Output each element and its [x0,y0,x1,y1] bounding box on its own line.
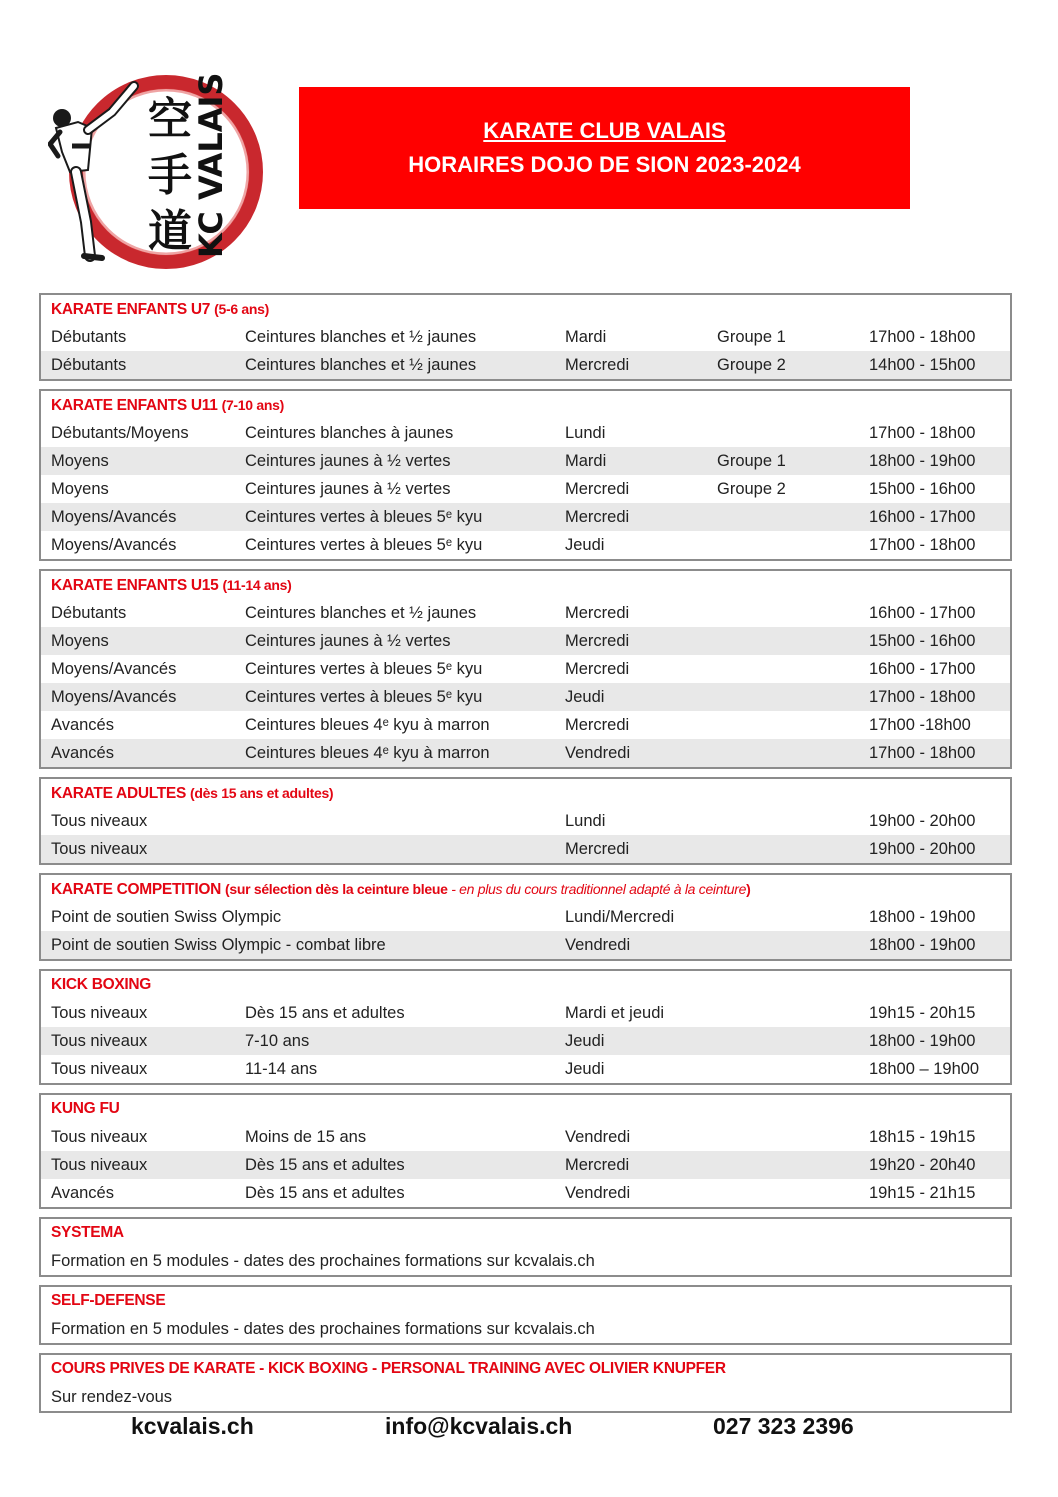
table-cell: Moyens [51,452,109,470]
club-name: KARATE CLUB VALAIS [483,118,726,143]
table-cell: Tous niveaux [51,1032,148,1050]
logo-kanji-3: 道 [148,206,192,257]
table-cell: Lundi [565,812,606,830]
table-cell: Tous niveaux [51,1156,148,1174]
table-cell: Ceintures bleues 4ᵉ kyu à marron [245,744,490,762]
section-title [41,391,1010,419]
section-title-part: ) [746,881,751,897]
section-karate-u7 [39,293,1012,381]
table-cell: Mardi [565,452,607,470]
title-banner [299,87,910,209]
table-cell: 18h15 - 19h15 [869,1128,976,1146]
logo-graphic [48,72,278,272]
table-cell: 16h00 - 17h00 [869,508,976,526]
table-cell: 16h00 - 17h00 [869,660,976,678]
table-cell: Dès 15 ans et adultes [245,1004,405,1022]
phone-number: 027 323 2396 [713,1413,854,1439]
table-row [41,1123,1010,1151]
section-karate-u15 [39,569,1012,769]
table-row [41,351,1010,379]
section-karate-u11 [39,389,1012,561]
table-cell [717,903,869,931]
table-cell: 17h00 -18h00 [869,716,971,734]
table-row [41,475,1010,503]
section-title-part: (dès 15 ans et adultes) [190,785,334,801]
section-title [41,571,1010,599]
table-cell: Groupe 1 [717,328,786,346]
table-cell: Moins de 15 ans [245,1128,367,1146]
table-cell: Groupe 2 [717,356,786,374]
section-title-part: KARATE ENFANTS U11 [51,397,218,414]
table-cell: 14h00 - 15h00 [869,356,976,374]
table-cell [245,835,565,863]
table-cell: Débutants [51,356,127,374]
footer-contacts [0,1413,1058,1449]
table-cell: Vendredi [565,1128,631,1146]
schedule-title: HORAIRES DOJO DE SION 2023-2024 [408,152,801,177]
table-cell [717,655,869,683]
table-cell: Mardi [565,328,607,346]
table-cell: Mercredi [565,356,630,374]
table-cell [717,999,869,1027]
table-cell: Formation en 5 modules - dates des prochaines formations sur kcvalais.ch [51,1320,595,1338]
table-cell: Tous niveaux [51,1004,148,1022]
table-cell: Tous niveaux [51,840,148,858]
section-title-part: (11-14 ans) [222,577,292,593]
table-cell: 11-14 ans [245,1060,318,1078]
table-cell: Moyens [51,632,109,650]
table-cell [717,739,869,767]
table-row [41,1383,1010,1411]
section-kick-boxing [39,969,1012,1085]
table-cell [717,807,869,835]
table-cell: 19h15 - 21h15 [869,1184,976,1202]
table-cell: Mercredi [565,840,630,858]
section-title: KUNG FU [51,1100,120,1117]
table-cell: Vendredi [565,744,631,762]
table-cell: Jeudi [565,1060,605,1078]
table-cell [717,931,869,959]
section-title: SELF-DEFENSE [51,1292,166,1309]
table-row [41,931,1010,959]
table-cell: Jeudi [565,1032,605,1050]
table-cell: Mercredi [565,480,630,498]
table-cell: Moyens/Avancés [51,660,177,678]
table-cell: Ceintures jaunes à ½ vertes [245,480,451,498]
table-cell: 18h00 - 19h00 [869,936,976,954]
section-title: KICK BOXING [51,976,152,993]
section-title-part: KARATE COMPETITION [51,881,221,898]
table-cell: Ceintures vertes à bleues 5ᵉ kyu [245,688,483,706]
table-cell: Dès 15 ans et adultes [245,1184,405,1202]
section-title [41,779,1010,807]
table-cell: 7-10 ans [245,1032,310,1050]
table-cell [717,419,869,447]
section-title: COURS PRIVES DE KARATE - KICK BOXING - PERSONAL TRAINING AVEC OLIVIER KNUPFER [51,1360,726,1377]
table-cell: Point de soutien Swiss Olympic - combat libre [51,936,386,954]
table-cell: Mercredi [565,660,630,678]
table-cell: Lundi/Mercredi [565,908,675,926]
section-title: SYSTEMA [51,1224,124,1241]
table-cell: Ceintures jaunes à ½ vertes [245,632,451,650]
table-cell: Point de soutien Swiss Olympic [51,908,282,926]
table-cell: 19h00 - 20h00 [869,812,976,830]
table-cell [717,711,869,739]
table-cell: Mercredi [565,604,630,622]
table-cell: 18h00 - 19h00 [869,452,976,470]
table-cell [717,503,869,531]
table-cell: Tous niveaux [51,1060,148,1078]
table-cell: Ceintures blanches et ½ jaunes [245,328,477,346]
table-cell: 15h00 - 16h00 [869,632,976,650]
table-cell: 19h15 - 20h15 [869,1004,976,1022]
table-row [41,419,1010,447]
table-row [41,1055,1010,1083]
table-cell: Mercredi [565,1156,630,1174]
table-row [41,999,1010,1027]
table-cell: Moyens [51,480,109,498]
table-cell: Ceintures blanches et ½ jaunes [245,356,477,374]
table-cell: Ceintures vertes à bleues 5ᵉ kyu [245,508,483,526]
table-row [41,655,1010,683]
table-cell: Ceintures blanches et ½ jaunes [245,604,477,622]
table-cell: Ceintures vertes à bleues 5ᵉ kyu [245,536,483,554]
table-cell: Mercredi [565,716,630,734]
table-row [41,739,1010,767]
table-cell: Mardi et jeudi [565,1004,665,1022]
section-title [41,875,1010,903]
table-row [41,503,1010,531]
section-kung-fu [39,1093,1012,1209]
table-cell: 17h00 - 18h00 [869,536,976,554]
table-cell [717,599,869,627]
table-cell: Tous niveaux [51,812,148,830]
logo-kanji-2: 手 [148,150,192,201]
table-row [41,1179,1010,1207]
table-cell [717,1179,869,1207]
table-row [41,599,1010,627]
table-row [41,447,1010,475]
table-cell: Vendredi [565,1184,631,1202]
table-cell: Ceintures vertes à bleues 5ᵉ kyu [245,660,483,678]
section-karate-adultes [39,777,1012,865]
table-row [41,835,1010,863]
table-cell: Vendredi [565,936,631,954]
table-cell: 18h00 - 19h00 [869,908,976,926]
table-cell: Mercredi [565,632,630,650]
table-cell: 16h00 - 17h00 [869,604,976,622]
section-title-part: (5-6 ans) [214,301,269,317]
table-cell: 17h00 - 18h00 [869,328,976,346]
table-row [41,323,1010,351]
table-cell: 17h00 - 18h00 [869,744,976,762]
table-row [41,903,1010,931]
section-title-part: KARATE ENFANTS U7 [51,301,211,318]
table-cell: Débutants/Moyens [51,424,189,442]
table-cell: Avancés [51,744,114,762]
table-cell: Débutants [51,328,127,346]
table-cell: Avancés [51,716,114,734]
table-row [41,1027,1010,1055]
section-title-part: (sur sélection dès la ceinture bleue [225,881,448,897]
section-self-defense [39,1285,1012,1345]
table-cell: 18h00 - 19h00 [869,1032,976,1050]
table-cell: Groupe 2 [717,480,786,498]
table-cell: Débutants [51,604,127,622]
table-cell: Ceintures jaunes à ½ vertes [245,452,451,470]
table-cell: Groupe 1 [717,452,786,470]
table-row [41,1151,1010,1179]
table-cell: 17h00 - 18h00 [869,688,976,706]
section-title [41,295,1010,323]
table-cell: Moyens/Avancés [51,688,177,706]
table-cell: Ceintures blanches à jaunes [245,424,454,442]
table-row [41,683,1010,711]
table-cell [245,807,565,835]
table-cell: 15h00 - 16h00 [869,480,976,498]
section-karate-competition [39,873,1012,961]
section-systema [39,1217,1012,1277]
table-cell: Moyens/Avancés [51,508,177,526]
section-cours-prives [39,1353,1012,1413]
table-cell [717,1123,869,1151]
table-cell [717,1027,869,1055]
website-link[interactable]: kcvalais.ch [131,1413,254,1439]
table-cell [717,531,869,559]
club-logo [48,72,278,272]
table-row [41,627,1010,655]
section-title-part: (7-10 ans) [221,397,284,413]
table-cell [717,1151,869,1179]
logo-kanji-1: 空 [148,94,192,145]
table-cell: Jeudi [565,536,605,554]
schedule-sections [39,293,1012,1421]
table-cell: 18h00 – 19h00 [869,1060,980,1078]
table-cell [717,627,869,655]
table-cell: Dès 15 ans et adultes [245,1156,405,1174]
email-link[interactable]: info@kcvalais.ch [385,1413,573,1439]
table-cell: Moyens/Avancés [51,536,177,554]
table-cell: Tous niveaux [51,1128,148,1146]
table-cell: Mercredi [565,508,630,526]
table-row [41,1315,1010,1343]
table-cell [717,683,869,711]
logo-text: KC VALAIS [192,72,230,258]
section-title-part: KARATE ENFANTS U15 [51,577,219,594]
section-title-part: - en plus du cours traditionnel adapté à la ceinture [447,881,747,897]
table-row [41,711,1010,739]
table-cell [717,835,869,863]
table-cell [717,1055,869,1083]
table-row [41,1247,1010,1275]
table-cell: 19h00 - 20h00 [869,840,976,858]
table-cell: Lundi [565,424,606,442]
table-row [41,807,1010,835]
table-cell: 19h20 - 20h40 [869,1156,976,1174]
table-cell: Avancés [51,1184,114,1202]
table-cell: Jeudi [565,688,605,706]
table-cell: 17h00 - 18h00 [869,424,976,442]
table-cell: Sur rendez-vous [51,1388,173,1406]
table-cell: Ceintures bleues 4ᵉ kyu à marron [245,716,490,734]
table-row [41,531,1010,559]
section-title-part: KARATE ADULTES [51,785,187,802]
table-cell: Formation en 5 modules - dates des prochaines formations sur kcvalais.ch [51,1252,595,1270]
